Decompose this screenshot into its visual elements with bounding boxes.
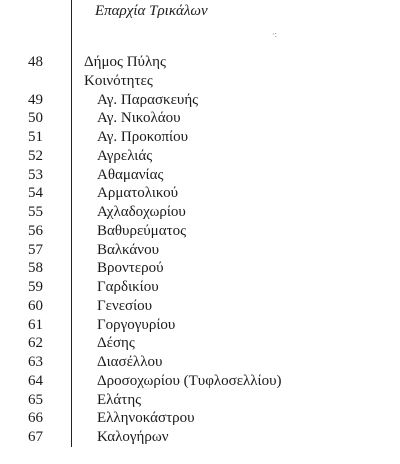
entry-number: 48 bbox=[28, 54, 43, 70]
entry-number: 54 bbox=[28, 185, 43, 202]
entry-number: 53 bbox=[28, 166, 43, 183]
entry-list bbox=[0, 53, 400, 447]
entry-name: Αγ. Προκοπίου bbox=[97, 129, 189, 145]
entry-number: 56 bbox=[28, 222, 43, 239]
list-item bbox=[0, 147, 400, 166]
entry-name: Γενεσίου bbox=[97, 297, 153, 314]
entry-number: 58 bbox=[28, 260, 43, 277]
entry-name: Αγ. Νικολάου bbox=[97, 110, 181, 127]
entry-name: Βροντερού bbox=[97, 260, 164, 277]
list-item bbox=[0, 316, 400, 335]
entry-name: Δροσοχωρίου (Τυφλοσελλίου) bbox=[97, 372, 282, 389]
entry-number: 52 bbox=[28, 147, 43, 164]
entry-number: 49 bbox=[28, 91, 43, 108]
list-item bbox=[0, 353, 400, 372]
entry-number: 63 bbox=[28, 354, 43, 370]
list-item bbox=[0, 128, 400, 147]
entry-number: 60 bbox=[28, 297, 43, 314]
list-item bbox=[0, 241, 400, 260]
entry-number: 67 bbox=[28, 429, 43, 445]
section-heading: Επαρχία Τρικάλων bbox=[95, 3, 208, 19]
entry-name: Ελληνοκάστρου bbox=[97, 410, 195, 427]
list-item bbox=[0, 297, 400, 316]
entry-name: Διασέλλου bbox=[97, 354, 163, 370]
entry-name: Αγρελιάς bbox=[97, 147, 153, 164]
entry-name: Γαρδικίου bbox=[97, 279, 159, 295]
list-item bbox=[0, 222, 400, 241]
entry-number: 57 bbox=[28, 241, 43, 258]
entry-number: 50 bbox=[28, 110, 43, 127]
entry-name: Αγ. Παρασκευής bbox=[97, 91, 199, 108]
list-item bbox=[0, 372, 400, 391]
list-item bbox=[0, 166, 400, 185]
entry-name: Δέσης bbox=[97, 335, 135, 352]
list-item bbox=[0, 334, 400, 353]
entry-number: 51 bbox=[28, 129, 43, 145]
entry-name: Γοργογυρίου bbox=[97, 316, 176, 333]
entry-number: 62 bbox=[28, 335, 43, 352]
list-item bbox=[0, 428, 400, 447]
entry-name: Ελάτης bbox=[97, 391, 142, 408]
list-item bbox=[0, 184, 400, 203]
entry-name: Κοινότητες bbox=[84, 72, 153, 89]
entry-number: 66 bbox=[28, 410, 43, 427]
scan-speck: ·: bbox=[272, 30, 277, 39]
list-item bbox=[0, 409, 400, 428]
entry-name: Αθαμανίας bbox=[97, 166, 164, 183]
entry-number: 64 bbox=[28, 372, 43, 389]
entry-name: Αχλαδοχωρίου bbox=[97, 204, 186, 220]
entry-number: 55 bbox=[28, 204, 43, 220]
list-item bbox=[0, 278, 400, 297]
list-item bbox=[0, 109, 400, 128]
list-item bbox=[0, 91, 400, 110]
entry-name: Δήμος Πύλης bbox=[84, 54, 166, 70]
entry-name: Βαθυρεύματος bbox=[97, 222, 187, 239]
list-item bbox=[0, 203, 400, 222]
entry-name: Αρματολικού bbox=[97, 185, 179, 202]
entry-name: Βαλκάνου bbox=[97, 241, 159, 258]
entry-name: Καλογήρων bbox=[97, 429, 169, 445]
entry-number: 59 bbox=[28, 279, 43, 295]
list-item bbox=[0, 72, 400, 91]
list-item bbox=[0, 391, 400, 410]
entry-number: 65 bbox=[28, 391, 43, 408]
list-item bbox=[0, 259, 400, 278]
entry-number: 61 bbox=[28, 316, 43, 333]
list-item bbox=[0, 53, 400, 72]
